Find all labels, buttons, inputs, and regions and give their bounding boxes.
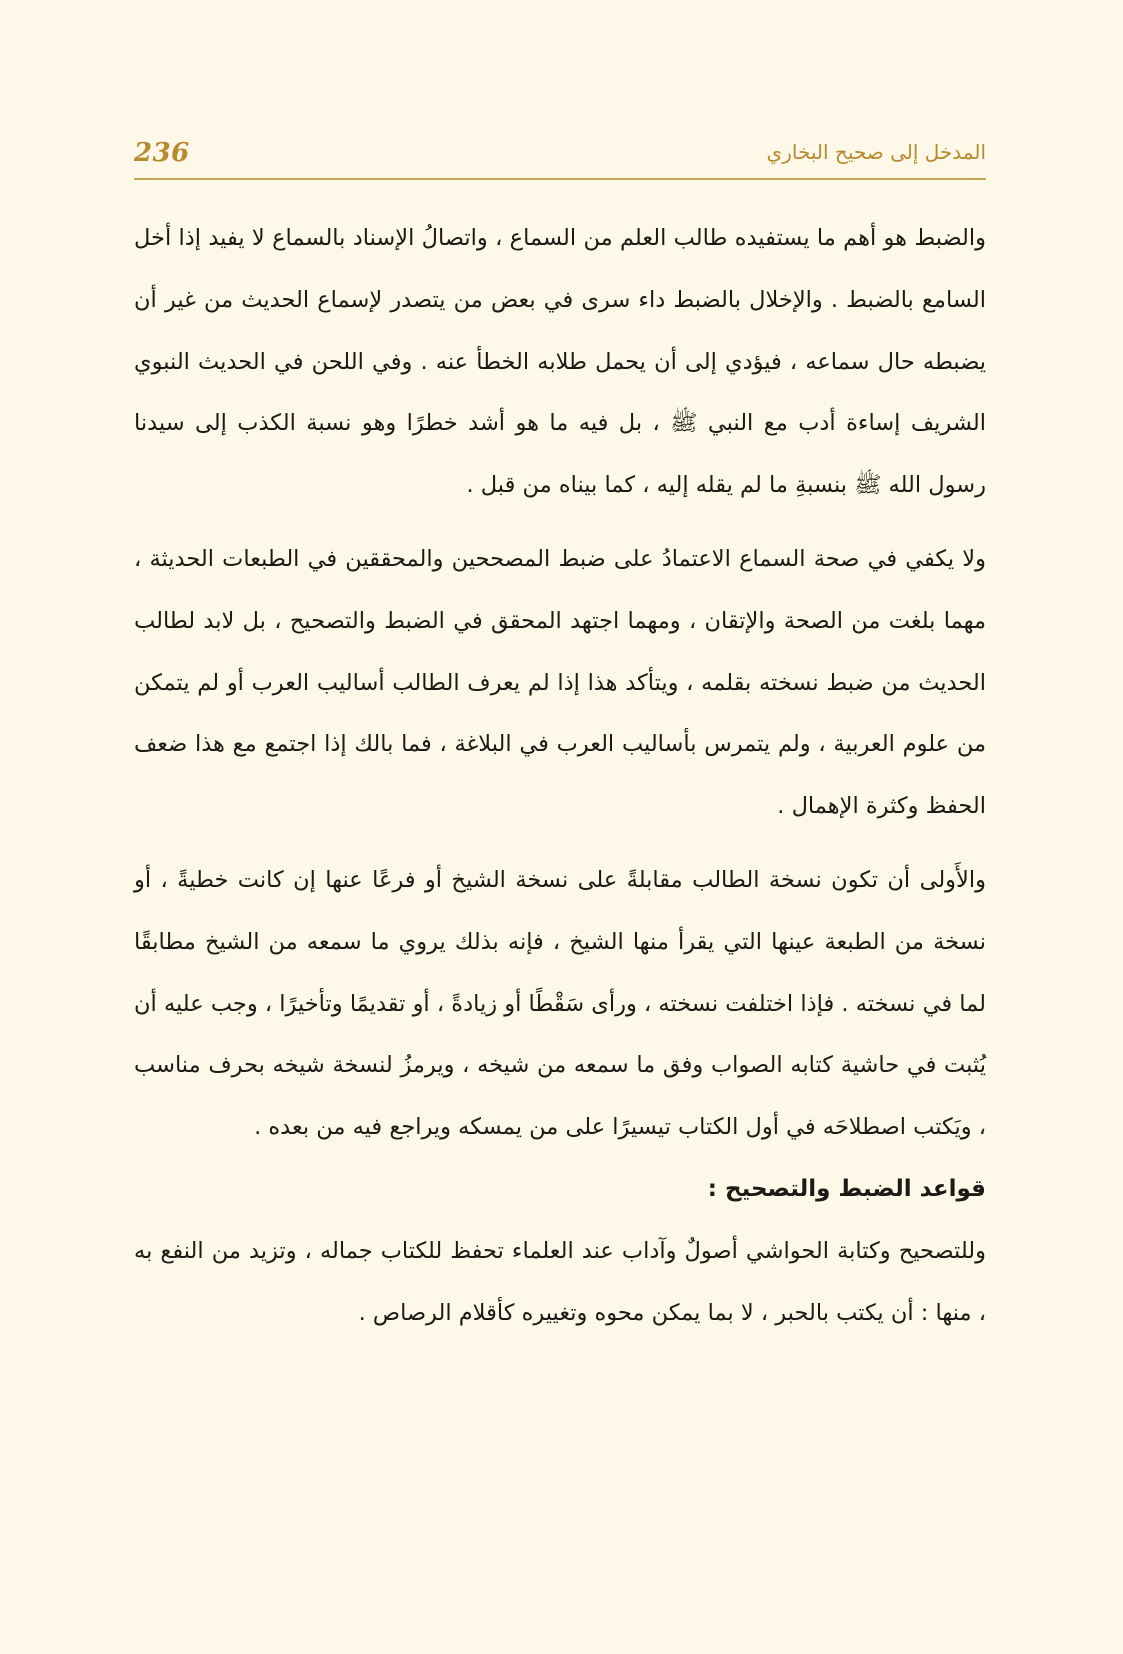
paragraph-spacer — [134, 838, 986, 850]
paragraph-spacer — [134, 517, 986, 529]
page-number: 236 — [134, 138, 190, 168]
page-header — [134, 134, 986, 180]
section-heading: قواعد الضبط والتصحيح : — [707, 1175, 986, 1202]
paragraph: ولا يكفي في صحة السماع الاعتمادُ على ضبط المصححين والمحققين في الطبعات الحديثة ، مهما بلغت من الصحة والإتقان ، ومهما اجتهد المحقق في الضبط والتصحيح ، بل لابد لطالب الحديث من ضبط نسخته بقلمه ، ويتأكد هذا إذا لم يعرف الطالب أساليب العرب أو لم يتمكن من علوم العربية ، ولم يتمرس بأساليب العرب في البلاغة ، فما بالك إذا اجتمع مع هذا ضعف الحفظ وكثرة الإهمال . — [134, 545, 986, 820]
paragraph: وللتصحيح وكتابة الحواشي أصولٌ وآداب عند العلماء تحفظ للكتاب جماله ، وتزيد من النفع به ، منها : أن يكتب بالحبر ، لا بما يمكن محوه وتغييره كأقلام الرصاص . — [134, 1237, 986, 1326]
page-body — [134, 208, 986, 1344]
paragraph: والضبط هو أهم ما يستفيده طالب العلم من السماع ، واتصالُ الإسناد بالسماع لا يفيد إذا أخل السامع بالضبط . والإخلال بالضبط داء سرى في بعض من يتصدر لإسماع الحديث من غير أن يضبطه حال سماعه ، فيؤدي إلى أن يحمل طلابه الخطأ عنه . وفي اللحن في الحديث النبوي الشريف إساءة أدب مع النبي ﷺ ، بل فيه ما هو أشد خطرًا وهو نسبة الكذب إلى سيدنا رسول الله ﷺ بنسبةِ ما لم يقله إليه ، كما بيناه من قبل . — [134, 225, 986, 499]
book-page — [134, 0, 986, 1654]
paragraph: والأَولى أن تكون نسخة الطالب مقابلةً على نسخة الشيخ أو فرعًا عنها إن كانت خطيةً ، أو نسخة من الطبعة عينها التي يقرأ منها الشيخ ، فإنه بذلك يروي ما سمعه من الشيخ مطابقًا لما في نسخته . فإذا اختلفت نسخته ، ورأى سَقْطًا أو زيادةً ، أو تقديمًا وتأخيرًا ، وجب عليه أن يُثبت في حاشية كتابه الصواب وفق ما سمعه من شيخه ، ويرمزُ لنسخة شيخه بحرف مناسب ، ويَكتب اصطلاحَه في أول الكتاب تيسيرًا على من يمسكه ويراجع فيه من بعده . — [134, 866, 986, 1141]
running-title: المدخل إلى صحيح البخاري — [766, 140, 986, 164]
